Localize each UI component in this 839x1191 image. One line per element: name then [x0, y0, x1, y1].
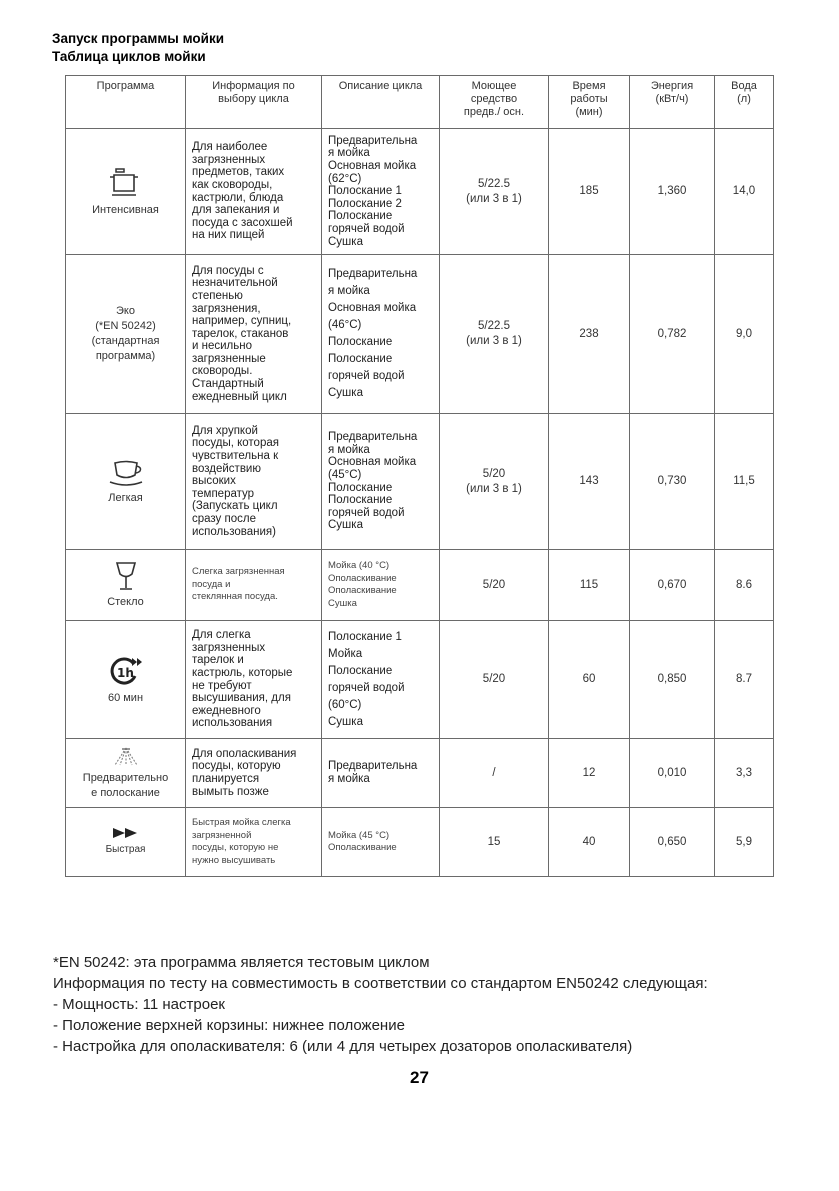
- energy-cell: 0,730: [630, 414, 715, 550]
- description-cell: Предварительна я мойка Основная мойка (62°C) Полоскание 1 Полоскание 2 Полоскание горячей водой Сушка: [322, 129, 440, 255]
- detergent-cell: 5/22.5 (или 3 в 1): [440, 255, 549, 414]
- program-cell: [66, 255, 186, 414]
- program-cell: [66, 129, 186, 255]
- footnotes: [53, 952, 708, 1057]
- info-cell: Для хрупкой посуды, которая чувствительна к воздействию высоких температур (Запускать цикл сразу после использования): [186, 414, 322, 550]
- water-cell: 5,9: [715, 808, 774, 877]
- page-number: 27: [410, 1068, 429, 1087]
- table-row: [66, 414, 774, 550]
- header-water: Вода (л): [715, 76, 774, 129]
- energy-cell: 0,010: [630, 739, 715, 808]
- wine-glass-icon: [111, 560, 141, 592]
- water-cell: 9,0: [715, 255, 774, 414]
- program-cell: [66, 621, 186, 739]
- detergent-cell: 15: [440, 808, 549, 877]
- footnote-rinse-aid: - Настройка для ополаскивателя: 6 (или 4 для четырех дозаторов ополаскивателя): [53, 1038, 633, 1055]
- detergent-cell: 5/20: [440, 621, 549, 739]
- time-cell: 115: [549, 550, 630, 621]
- water-cell: 3,3: [715, 739, 774, 808]
- table-row: [66, 621, 774, 739]
- detergent-cell: 5/20 (или 3 в 1): [440, 414, 549, 550]
- description-cell: Предварительна я мойка Основная мойка (45°C) Полоскание Полоскание горячей водой Сушка: [322, 414, 440, 550]
- table-title: Таблица циклов мойки: [52, 49, 206, 64]
- program-name: 60 мин: [107, 691, 144, 704]
- description-cell: Мойка (45 °C) Ополаскивание: [322, 808, 440, 877]
- section-title: Запуск программы мойки: [52, 31, 224, 46]
- pot-icon: [106, 166, 146, 200]
- header-energy: Энергия (кВт/ч): [630, 76, 715, 129]
- description-cell: Предварительна я мойка: [322, 739, 440, 808]
- detergent-cell: 5/22.5 (или 3 в 1): [440, 129, 549, 255]
- program-cell: [66, 414, 186, 550]
- detergent-cell: /: [440, 739, 549, 808]
- program-cell: [66, 550, 186, 621]
- water-cell: 11,5: [715, 414, 774, 550]
- time-cell: 185: [549, 129, 630, 255]
- 1h-icon: [106, 654, 146, 688]
- program-name: Интенсивная: [92, 203, 159, 216]
- prerinse-spray-icon: [109, 746, 143, 768]
- description-cell: Предварительна я мойка Основная мойка (46°C) Полоскание Полоскание горячей водой Сушка: [322, 255, 440, 414]
- table-row: [66, 129, 774, 255]
- header-time: Время работы (мин): [549, 76, 630, 129]
- table-row: [66, 550, 774, 621]
- energy-cell: 0,670: [630, 550, 715, 621]
- energy-cell: 1,360: [630, 129, 715, 255]
- detergent-cell: 5/20: [440, 550, 549, 621]
- footnote-capacity: - Мощность: 11 настроек: [53, 996, 225, 1013]
- description-cell: Полоскание 1 Мойка Полоскание горячей водой (60°C) Сушка: [322, 621, 440, 739]
- footnote-test-info: Информация по тесту на совместимость в соответствии со стандартом EN50242 следующая:: [53, 975, 708, 992]
- water-cell: 14,0: [715, 129, 774, 255]
- time-cell: 143: [549, 414, 630, 550]
- header-info: Информация по выбору цикла: [186, 76, 322, 129]
- program-name: Легкая: [108, 491, 143, 504]
- header-description: Описание цикла: [322, 76, 440, 129]
- footnote-en50242: *EN 50242: эта программа является тестовым циклом: [53, 954, 430, 971]
- info-cell: Для наиболее загрязненных предметов, таких как сковороды, кастрюли, блюда для запекания и посуда с засохшей на них пищей: [186, 129, 322, 255]
- water-cell: 8.7: [715, 621, 774, 739]
- description-cell: Мойка (40 °C) Ополаскивание Ополаскивание Сушка: [322, 550, 440, 621]
- program-name: Стекло: [107, 596, 144, 608]
- fast-forward-icon: [111, 827, 141, 839]
- header-program: Программа: [66, 76, 186, 129]
- footnote-upper-basket: - Положение верхней корзины: нижнее положение: [53, 1017, 405, 1034]
- program-cell: [66, 739, 186, 808]
- time-cell: 238: [549, 255, 630, 414]
- energy-cell: 0,782: [630, 255, 715, 414]
- table-row: [66, 255, 774, 414]
- header-detergent: Моющее средство предв./ осн.: [440, 76, 549, 129]
- program-name: Эко (*EN 50242) (стандартная программа): [91, 305, 160, 362]
- time-cell: 12: [549, 739, 630, 808]
- table-header-row: [66, 76, 774, 129]
- program-cell: [66, 808, 186, 877]
- table-row: [66, 739, 774, 808]
- program-name: Предварительно е полоскание: [82, 771, 169, 799]
- water-cell: 8.6: [715, 550, 774, 621]
- program-name: Быстрая: [105, 844, 146, 855]
- svg-text:1h: 1h: [116, 665, 134, 680]
- time-cell: 60: [549, 621, 630, 739]
- wash-cycles-table: [65, 75, 774, 877]
- table-row: [66, 808, 774, 877]
- energy-cell: 0,650: [630, 808, 715, 877]
- info-cell: Для слегка загрязненных тарелок и кастрюль, которые не требуют высушивания, для ежедневного использования: [186, 621, 322, 739]
- info-cell: Слегка загрязненная посуда и стеклянная посуда.: [186, 550, 322, 621]
- page-titles: [52, 30, 224, 66]
- info-cell: Для ополаскивания посуды, которую планируется вымыть позже: [186, 739, 322, 808]
- cup-icon: [106, 458, 146, 488]
- time-cell: 40: [549, 808, 630, 877]
- info-cell: Быстрая мойка слегка загрязненной посуды, которую не нужно высушивать: [186, 808, 322, 877]
- info-cell: Для посуды с незначительной степенью загрязнения, например, супниц, тарелок, стаканов и несильно загрязненные сковороды. Стандартный ежедневный цикл: [186, 255, 322, 414]
- energy-cell: 0,850: [630, 621, 715, 739]
